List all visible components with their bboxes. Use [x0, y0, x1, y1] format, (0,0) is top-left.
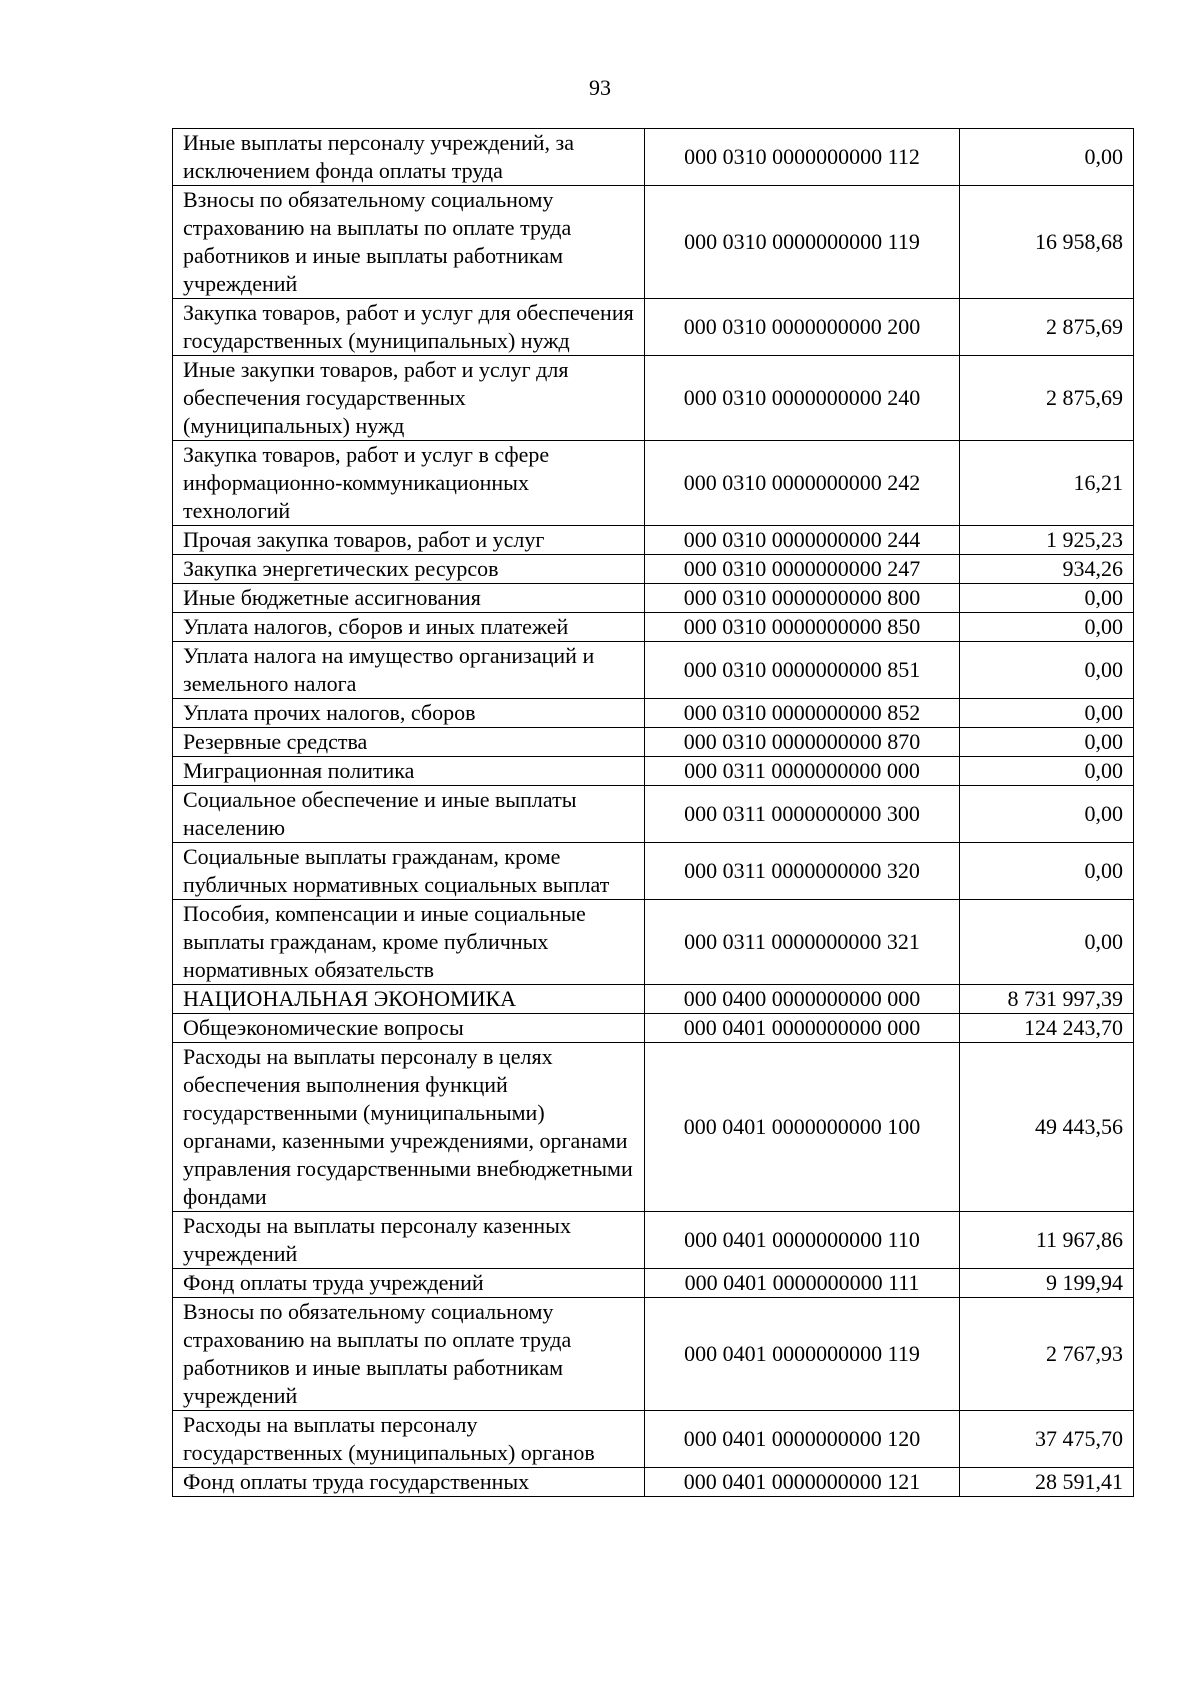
amount: 0,00 — [960, 642, 1134, 699]
amount: 0,00 — [960, 900, 1134, 985]
amount: 124 243,70 — [960, 1014, 1134, 1043]
expense-name: Прочая закупка товаров, работ и услуг — [173, 526, 645, 555]
expense-name: НАЦИОНАЛЬНАЯ ЭКОНОМИКА — [173, 985, 645, 1014]
expense-name: Закупка энергетических ресурсов — [173, 555, 645, 584]
table-row — [173, 786, 1134, 843]
expense-name: Уплата прочих налогов, сборов — [173, 699, 645, 728]
table-row — [173, 642, 1134, 699]
table-row — [173, 526, 1134, 555]
amount: 2 875,69 — [960, 356, 1134, 441]
table-row — [173, 699, 1134, 728]
budget-code: 000 0310 0000000000 850 — [645, 613, 960, 642]
budget-code: 000 0401 0000000000 119 — [645, 1298, 960, 1411]
table-row — [173, 1411, 1134, 1468]
expense-name: Фонд оплаты труда учреждений — [173, 1269, 645, 1298]
budget-code: 000 0401 0000000000 000 — [645, 1014, 960, 1043]
budget-code: 000 0401 0000000000 120 — [645, 1411, 960, 1468]
amount: 0,00 — [960, 129, 1134, 186]
budget-code: 000 0401 0000000000 121 — [645, 1468, 960, 1497]
budget-code: 000 0310 0000000000 247 — [645, 555, 960, 584]
table-row — [173, 555, 1134, 584]
budget-table-body — [173, 129, 1134, 1497]
expense-name: Общеэкономические вопросы — [173, 1014, 645, 1043]
amount: 0,00 — [960, 613, 1134, 642]
expense-name: Миграционная политика — [173, 757, 645, 786]
budget-code: 000 0310 0000000000 200 — [645, 299, 960, 356]
budget-code: 000 0310 0000000000 240 — [645, 356, 960, 441]
budget-code: 000 0311 0000000000 321 — [645, 900, 960, 985]
table-row — [173, 356, 1134, 441]
expense-name: Уплата налога на имущество организаций и земельного налога — [173, 642, 645, 699]
amount: 49 443,56 — [960, 1043, 1134, 1212]
table-row — [173, 1014, 1134, 1043]
expense-name: Расходы на выплаты персоналу казенных учреждений — [173, 1212, 645, 1269]
budget-code: 000 0401 0000000000 111 — [645, 1269, 960, 1298]
expense-name: Уплата налогов, сборов и иных платежей — [173, 613, 645, 642]
budget-table — [172, 128, 1134, 1497]
expense-name: Пособия, компенсации и иные социальные выплаты гражданам, кроме публичных нормативных обязательств — [173, 900, 645, 985]
amount: 0,00 — [960, 728, 1134, 757]
budget-code: 000 0311 0000000000 000 — [645, 757, 960, 786]
expense-name: Резервные средства — [173, 728, 645, 757]
table-row — [173, 728, 1134, 757]
expense-name: Расходы на выплаты персоналу в целях обеспечения выполнения функций государственными (муниципальными) органами, казенными учреждениями, органами управления государственными внебюджетными фондами — [173, 1043, 645, 1212]
amount: 28 591,41 — [960, 1468, 1134, 1497]
expense-name: Взносы по обязательному социальному страхованию на выплаты по оплате труда работников и иные выплаты работникам учреждений — [173, 186, 645, 299]
budget-code: 000 0310 0000000000 242 — [645, 441, 960, 526]
budget-code: 000 0401 0000000000 100 — [645, 1043, 960, 1212]
table-row — [173, 843, 1134, 900]
expense-name: Социальные выплаты гражданам, кроме публичных нормативных социальных выплат — [173, 843, 645, 900]
budget-code: 000 0310 0000000000 800 — [645, 584, 960, 613]
expense-name: Расходы на выплаты персоналу государственных (муниципальных) органов — [173, 1411, 645, 1468]
amount: 37 475,70 — [960, 1411, 1134, 1468]
amount: 2 875,69 — [960, 299, 1134, 356]
table-row — [173, 584, 1134, 613]
amount: 0,00 — [960, 786, 1134, 843]
budget-code: 000 0310 0000000000 112 — [645, 129, 960, 186]
budget-code: 000 0311 0000000000 320 — [645, 843, 960, 900]
expense-name: Социальное обеспечение и иные выплаты населению — [173, 786, 645, 843]
amount: 16 958,68 — [960, 186, 1134, 299]
table-row — [173, 299, 1134, 356]
amount: 16,21 — [960, 441, 1134, 526]
table-row — [173, 1043, 1134, 1212]
budget-code: 000 0310 0000000000 852 — [645, 699, 960, 728]
budget-code: 000 0401 0000000000 110 — [645, 1212, 960, 1269]
amount: 1 925,23 — [960, 526, 1134, 555]
table-row — [173, 613, 1134, 642]
expense-name: Иные выплаты персоналу учреждений, за исключением фонда оплаты труда — [173, 129, 645, 186]
budget-code: 000 0311 0000000000 300 — [645, 786, 960, 843]
table-row — [173, 1468, 1134, 1497]
table-row — [173, 757, 1134, 786]
table-row — [173, 186, 1134, 299]
expense-name: Иные бюджетные ассигнования — [173, 584, 645, 613]
expense-name: Закупка товаров, работ и услуг в сфере информационно-коммуникационных технологий — [173, 441, 645, 526]
table-row — [173, 1269, 1134, 1298]
amount: 8 731 997,39 — [960, 985, 1134, 1014]
amount: 9 199,94 — [960, 1269, 1134, 1298]
amount: 0,00 — [960, 699, 1134, 728]
amount: 0,00 — [960, 757, 1134, 786]
budget-code: 000 0310 0000000000 244 — [645, 526, 960, 555]
amount: 2 767,93 — [960, 1298, 1134, 1411]
table-row — [173, 985, 1134, 1014]
expense-name: Иные закупки товаров, работ и услуг для обеспечения государственных (муниципальных) нужд — [173, 356, 645, 441]
expense-name: Закупка товаров, работ и услуг для обеспечения государственных (муниципальных) нужд — [173, 299, 645, 356]
table-row — [173, 1212, 1134, 1269]
table-row — [173, 129, 1134, 186]
page-number: 93 — [589, 75, 611, 100]
expense-name: Фонд оплаты труда государственных — [173, 1468, 645, 1497]
budget-code: 000 0400 0000000000 000 — [645, 985, 960, 1014]
budget-code: 000 0310 0000000000 851 — [645, 642, 960, 699]
table-row — [173, 1298, 1134, 1411]
amount: 11 967,86 — [960, 1212, 1134, 1269]
budget-code: 000 0310 0000000000 870 — [645, 728, 960, 757]
expense-name: Взносы по обязательному социальному страхованию на выплаты по оплате труда работников и иные выплаты работникам учреждений — [173, 1298, 645, 1411]
table-row — [173, 441, 1134, 526]
table-row — [173, 900, 1134, 985]
amount: 0,00 — [960, 843, 1134, 900]
budget-code: 000 0310 0000000000 119 — [645, 186, 960, 299]
amount: 934,26 — [960, 555, 1134, 584]
amount: 0,00 — [960, 584, 1134, 613]
